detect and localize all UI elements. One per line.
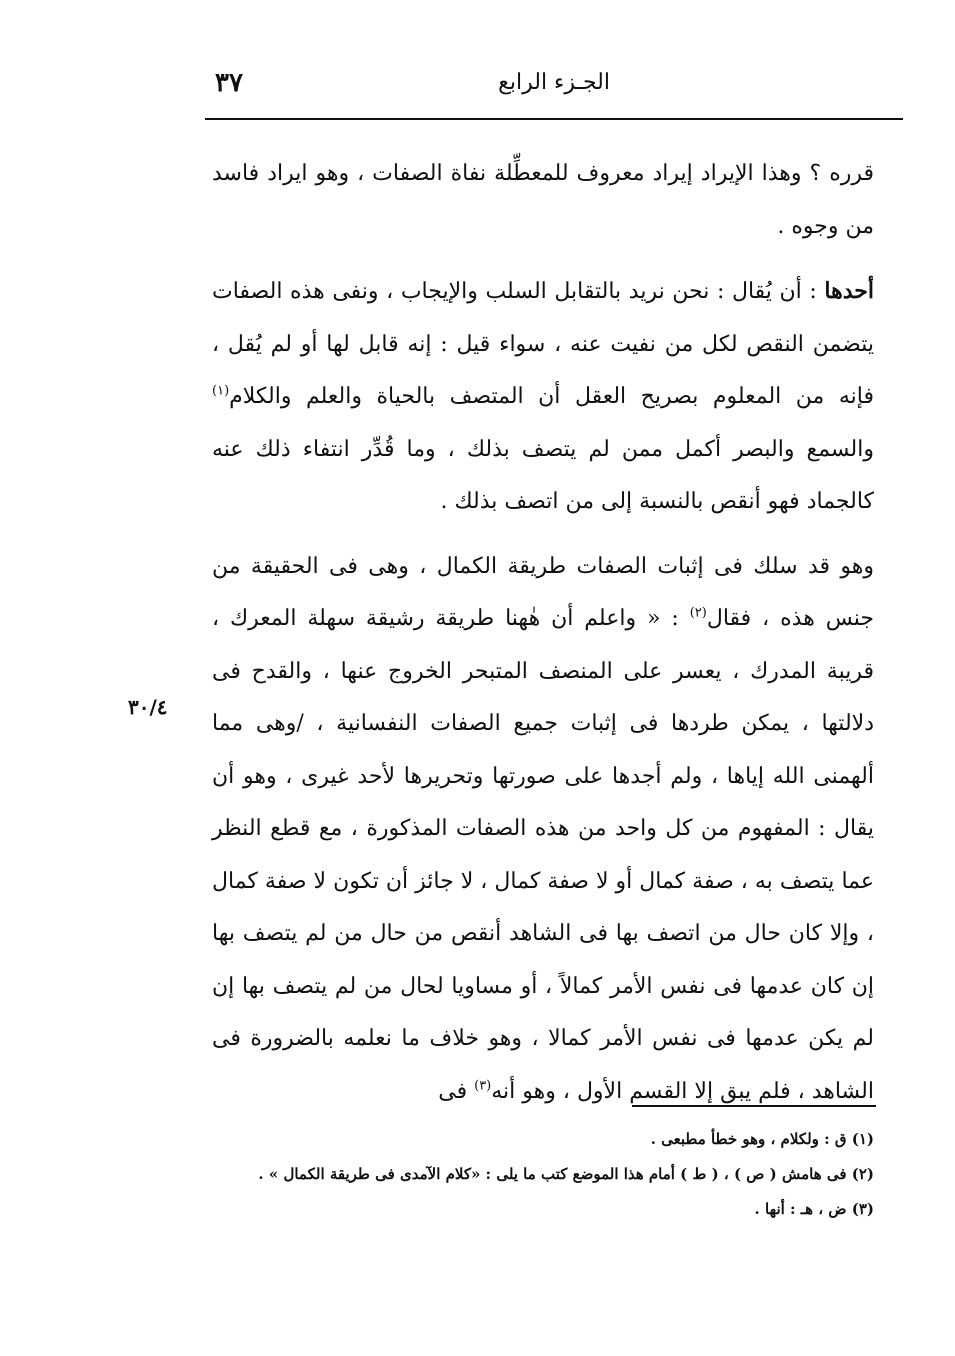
- paragraph-3-text-a: وهو قد سلك فى إثبات الصفات طريقة الكمال ، وهى فى الحقيقة من جنس هذه ، فقال: [212, 553, 874, 631]
- paragraph-2: [212, 265, 874, 529]
- footnote-ref-3[interactable]: (٣): [474, 1078, 492, 1094]
- footnote-3: (٣) ض ، هـ : أنها .: [754, 1200, 874, 1218]
- footnote-1: (١) ق : ولكلام ، وهو خطأ مطبعى .: [650, 1130, 874, 1148]
- paragraph-3-text-c: فى: [438, 1078, 475, 1104]
- volume-title: الجـزء الرابع: [498, 70, 610, 95]
- footnotes: [216, 1124, 874, 1224]
- paragraph-3-text-b: : « واعلم أن هٰهنا طريقة رشيقة سهلة المعرك ، قريبة المدرك ، يعسر على المنصف المتبحر الخروج عنها ، والقدح فى دلالتها ، يمكن طردها فى إثبات جميع الصفات النفسانية ، /وهى مما ألهمنى الله إياها ، ولم أجدها على صورتها وتحريرها لأحد غيرى ، وهو أن يقال : المفهوم من كل واحد من هذه الصفات المذكورة ، مع قطع النظر عما يتصف به ، صفة كمال أو لا صفة كمال ، لا جائز أن تكون لا صفة كمال ، وإلا كان حال من اتصف بها فى الشاهد أنقص من حال من لم يتصف بها إن كان عدمها فى نفس الأمر كمالاً ، أو مساويا لحال من لم يتصف بها إن لم يكن عدمها فى نفس الأمر كمالا ، وهو خلاف ما نعلمه بالضرورة فى الشاهد ، فلم يبق إلا القسم الأول ، وهو أنه: [212, 606, 874, 1104]
- footnote-divider: [632, 1105, 876, 1107]
- paragraph-2-text-a: : أن يُقال : نحن نريد بالتقابل السلب والإيجاب ، ونفى هذه الصفات يتضمن النقص لكل من نفيت عنه ، سواء قيل : إنه قابل لها أو لم يُقل ، فإنه من المعلوم بصريح العقل أن المتصف بالحياة والعلم والكلام: [212, 279, 874, 409]
- paragraph-1: قرره ؟ وهذا الإيراد إيراد معروف للمعطِّلة نفاة الصفات ، وهو ايراد فاسد من وجوه .: [212, 161, 874, 239]
- page-number: ٣٧: [215, 68, 243, 98]
- margin-page-reference: ٣٠/٤: [128, 695, 168, 719]
- paragraph-3: [212, 541, 874, 1119]
- footnote-2: (٢) فى هامش ( ص ) ، ( ط ) أمام هذا الموضع كتب ما يلى : «كلام الآمدى فى طريقة الكمال » .: [258, 1165, 874, 1183]
- paragraph-lead-word: أحدها: [824, 278, 874, 304]
- footnote-ref-1[interactable]: (١): [212, 383, 230, 399]
- paragraph-2-text-b: والسمع والبصر أكمل ممن لم يتصف بذلك ، وما قُدِّر انتفاء ذلك عنه كالجماد فهو أنقص بالنسبة إلى من اتصف بذلك .: [212, 436, 874, 514]
- main-text: [212, 148, 874, 1118]
- footnote-ref-2[interactable]: (٢): [689, 605, 707, 621]
- header-divider: [205, 118, 903, 120]
- running-header: [205, 70, 905, 110]
